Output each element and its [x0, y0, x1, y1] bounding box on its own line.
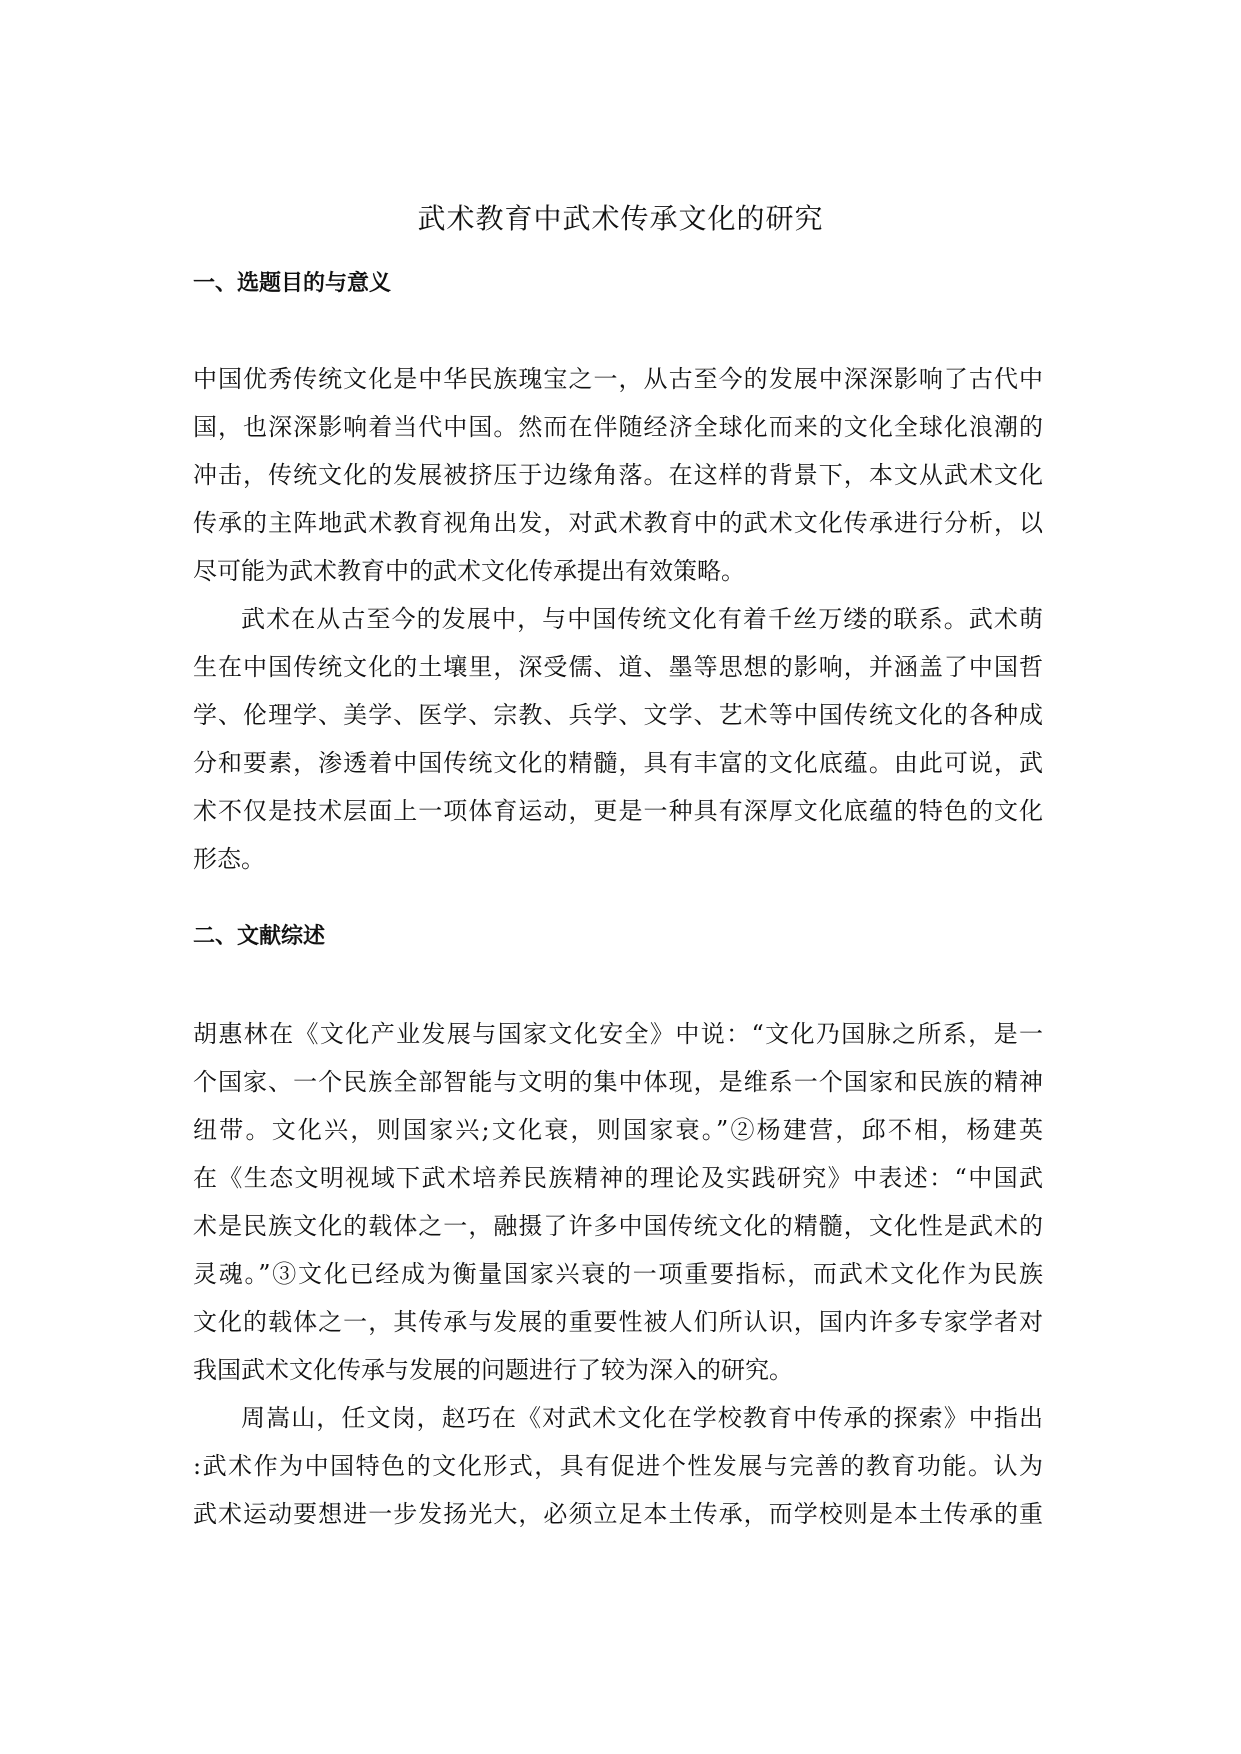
- text-line: 个国家、一个民族全部智能与文明的集中体现，是维系一个国家和民族的精神: [193, 1068, 1043, 1096]
- text-line: 术是民族文化的载体之一，融摄了许多中国传统文化的精髓，文化性是武术的: [193, 1212, 1043, 1240]
- document-title: 武术教育中武术传承文化的研究: [417, 202, 824, 235]
- text-line: 武术运动要想进一步发扬光大，必须立足本土传承，而学校则是本土传承的重: [193, 1500, 1043, 1528]
- paragraph-purpose-2: [193, 595, 1043, 883]
- text-line: 周嵩山，任文岗，赵巧在《对武术文化在学校教育中传承的探索》中指出: [241, 1404, 1043, 1432]
- section-heading-literature: 二、文献综述: [193, 923, 326, 949]
- section-heading-purpose: 一、选题目的与意义: [193, 270, 392, 296]
- text-line: :武术作为中国特色的文化形式，具有促进个性发展与完善的教育功能。认为: [193, 1452, 1043, 1480]
- paragraph-literature-1: [193, 1010, 1043, 1394]
- text-line: 分和要素，渗透着中国传统文化的精髓，具有丰富的文化底蕴。由此可说，武: [193, 749, 1043, 777]
- text-line: 胡惠林在《文化产业发展与国家文化安全》中说：“文化乃国脉之所系，是一: [193, 1020, 1043, 1048]
- text-line: 文化的载体之一，其传承与发展的重要性被人们所认识，国内许多专家学者对: [193, 1308, 1043, 1336]
- text-line: 学、伦理学、美学、医学、宗教、兵学、文学、艺术等中国传统文化的各种成: [193, 701, 1043, 729]
- paragraph-literature-2: [193, 1394, 1043, 1538]
- text-line: 国，也深深影响着当代中国。然而在伴随经济全球化而来的文化全球化浪潮的: [193, 413, 1043, 441]
- text-line: 我国武术文化传承与发展的问题进行了较为深入的研究。: [193, 1356, 793, 1384]
- text-line: 纽带。文化兴，则国家兴;文化衰，则国家衰。”②杨建营，邱不相，杨建英: [193, 1116, 1043, 1144]
- text-line: 传承的主阵地武术教育视角出发，对武术教育中的武术文化传承进行分析，以: [193, 509, 1043, 537]
- text-line: 尽可能为武术教育中的武术文化传承提出有效策略。: [193, 557, 745, 585]
- text-line: 灵魂。”③文化已经成为衡量国家兴衰的一项重要指标，而武术文化作为民族: [193, 1260, 1043, 1288]
- text-line: 冲击，传统文化的发展被挤压于边缘角落。在这样的背景下，本文从武术文化: [193, 461, 1043, 489]
- text-line: 生在中国传统文化的土壤里，深受儒、道、墨等思想的影响，并涵盖了中国哲: [193, 653, 1043, 681]
- text-line: 术不仅是技术层面上一项体育运动，更是一种具有深厚文化底蕴的特色的文化: [193, 797, 1043, 825]
- text-line: 在《生态文明视域下武术培养民族精神的理论及实践研究》中表述：“中国武: [193, 1164, 1043, 1192]
- text-line: 形态。: [193, 845, 265, 873]
- text-line: 武术在从古至今的发展中，与中国传统文化有着千丝万缕的联系。武术萌: [241, 605, 1043, 633]
- text-line: 中国优秀传统文化是中华民族瑰宝之一，从古至今的发展中深深影响了古代中: [193, 365, 1043, 393]
- paragraph-purpose-1: [193, 355, 1043, 595]
